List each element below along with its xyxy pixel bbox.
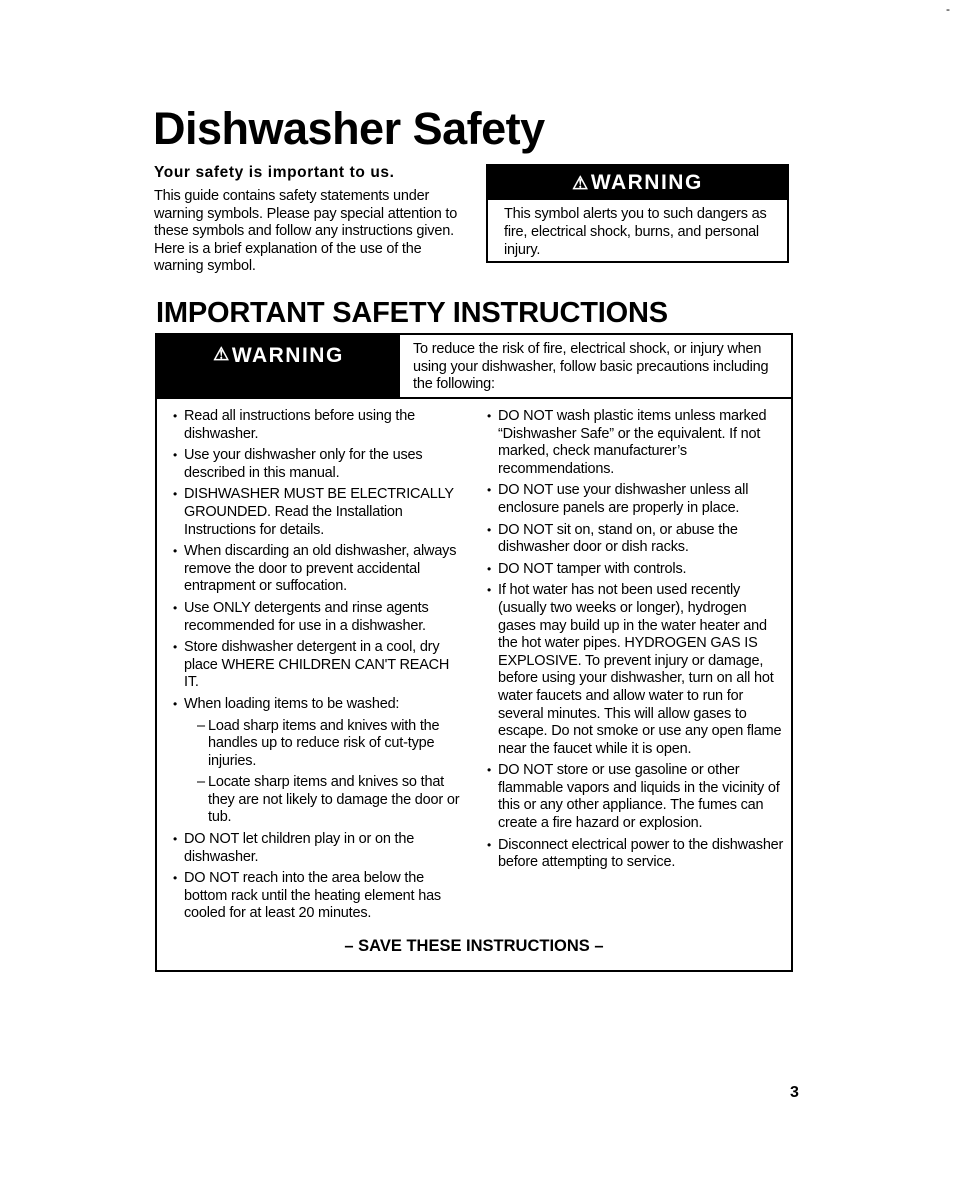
list-item: • DO NOT sit on, stand on, or abuse the dishwasher door or dish racks. [487, 521, 738, 556]
list-item: • Disconnect electrical power to the dishwasher before attempting to service. [487, 836, 784, 871]
warning-text-top: This symbol alerts you to such dangers as fire, electrical shock, burns, and personal injury. [504, 206, 767, 258]
warning-label-top: WARNING [590, 171, 703, 194]
bullet: • [487, 483, 492, 498]
instructions-left-column [173, 408, 463, 927]
warning-bar-main [157, 335, 400, 397]
instructions-right-column [487, 408, 787, 876]
bullet: • [487, 583, 492, 598]
bullet: • [173, 448, 178, 463]
dash: – [197, 774, 205, 791]
dash: – [197, 717, 205, 734]
bullet: • [487, 409, 492, 423]
bullet: • [487, 837, 492, 852]
bullet: • [173, 696, 178, 711]
warning-box-top [486, 164, 789, 263]
warning-bar-top [488, 166, 787, 200]
bullet: • [173, 600, 178, 615]
list-item: • When discarding an old dishwasher, always remove the door to prevent accidental entrapment or suffocation. [173, 543, 457, 595]
instructions-box [155, 333, 793, 972]
list-item: • DO NOT store or use gasoline or other flammable vapors and liquids in the vicinity of this or any other appliance. The fumes can create a fire hazard or explosion. [487, 762, 780, 832]
intro-text: This guide contains safety statements under warning symbols. Please pay special attention to these symbols and follow any instructions given. Here is a brief explanation of the use of the warning symbol. [154, 188, 458, 275]
list-item: • DISHWASHER MUST BE ELECTRICALLY GROUNDED. Read the Installation Instructions for details. [173, 486, 454, 538]
list-item [173, 696, 463, 827]
warning-triangle-icon: ⚠ [572, 172, 590, 193]
corner-mark: - [946, 2, 950, 16]
warning-text-main: To reduce the risk of fire, electrical shock, or injury when using your dishwasher, follow basic precautions including the following: [413, 341, 769, 393]
list-item: • DO NOT tamper with controls. [487, 560, 687, 577]
list-item: • Use ONLY detergents and rinse agents recommended for use in a dishwasher. [173, 599, 429, 634]
sub-list-item: – Locate sharp items and knives so that they are not likely to damage the door or tub. [197, 774, 460, 826]
bullet: • [173, 487, 178, 502]
list-item: • DO NOT reach into the area below the bottom rack until the heating element has cooled for at least 20 minutes. [173, 870, 441, 922]
bullet: • [173, 544, 178, 559]
bullet: • [173, 871, 178, 886]
divider [157, 397, 791, 399]
section-title: IMPORTANT SAFETY INSTRUCTIONS [156, 297, 668, 329]
list-item: • Store dishwasher detergent in a cool, dry place WHERE CHILDREN CAN'T REACH IT. [173, 639, 450, 691]
list-item: • If hot water has not been used recently (usually two weeks or longer), hydrogen gases may build up in the water heater and the hot water pipes. HYDROGEN GAS IS EXPLOSIVE. To prevent injury or damage, before using your dishwasher, turn on all hot water faucets and allow water to run for several minutes. This will allow gases to escape. Do not smoke or use any open flame near the faucet while it is open. [487, 582, 782, 757]
sub-list-item: – Load sharp items and knives with the handles up to reduce risk of cut-type injuries. [197, 717, 440, 769]
list-item: • DO NOT wash plastic items unless marked “Dishwasher Safe” or the equivalent. If not marked, check manufacturer’s recommendations. [487, 408, 767, 477]
page-title: Dishwasher Safety [153, 103, 545, 154]
bullet: • [487, 763, 492, 778]
bullet: • [173, 409, 178, 423]
warning-triangle-icon: ⚠ [213, 344, 231, 364]
list-item: • Use your dishwasher only for the uses described in this manual. [173, 447, 423, 481]
save-instructions-text: – SAVE THESE INSTRUCTIONS – [344, 937, 604, 955]
loading-heading: When loading items to be washed: [184, 695, 400, 712]
bullet: • [173, 832, 178, 847]
bullet: • [173, 640, 178, 655]
list-item: • DO NOT use your dishwasher unless all enclosure panels are properly in place. [487, 482, 749, 516]
list-item: • Read all instructions before using the dishwasher. [173, 408, 415, 442]
bullet: • [487, 561, 492, 576]
page-number: 3 [790, 1084, 799, 1101]
intro-heading: Your safety is important to us. [154, 164, 395, 181]
list-item: • DO NOT let children play in or on the dishwasher. [173, 831, 415, 865]
bullet: • [487, 522, 492, 537]
warning-label-main: WARNING [231, 344, 344, 367]
